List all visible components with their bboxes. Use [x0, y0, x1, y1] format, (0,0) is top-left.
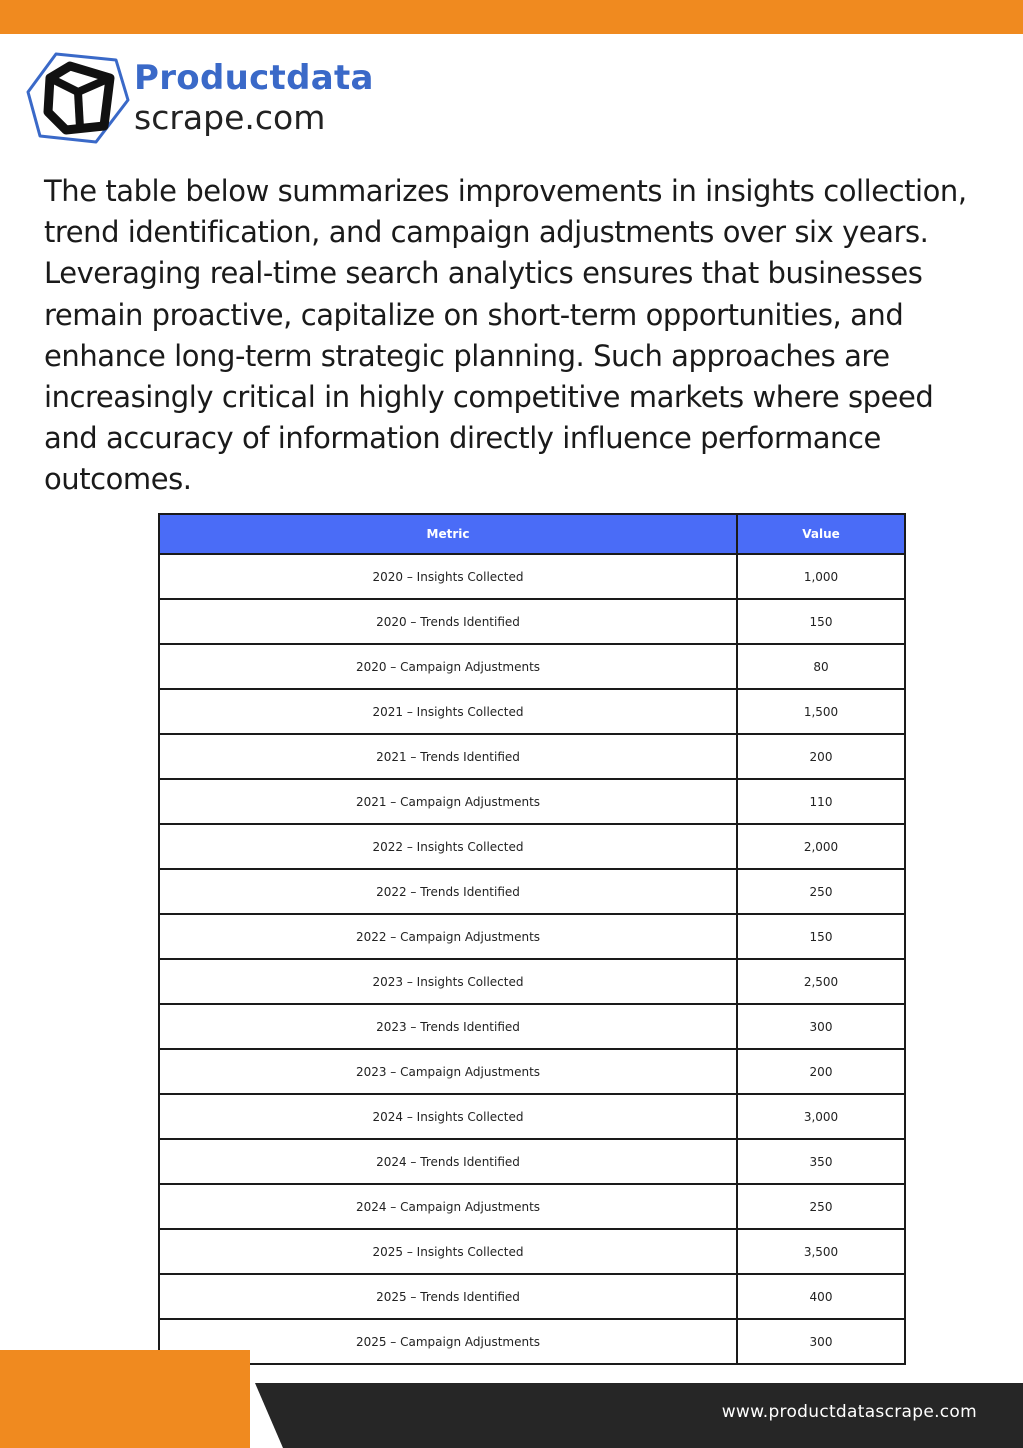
- column-header-value: Value: [737, 514, 905, 554]
- table-row: [159, 1274, 905, 1319]
- metric-cell: 2024 – Insights Collected: [159, 1094, 737, 1139]
- table-row: [159, 869, 905, 914]
- brand-name-line1: Productdata: [134, 58, 374, 98]
- metric-cell: 2024 – Trends Identified: [159, 1139, 737, 1184]
- metric-cell: 2023 – Insights Collected: [159, 959, 737, 1004]
- brand-logo[interactable]: [26, 48, 406, 148]
- metric-cell: 2022 – Insights Collected: [159, 824, 737, 869]
- metric-cell: 2021 – Campaign Adjustments: [159, 779, 737, 824]
- table-row: [159, 1319, 905, 1364]
- table-row: [159, 1049, 905, 1094]
- metric-cell: 2021 – Insights Collected: [159, 689, 737, 734]
- value-cell: 2,500: [737, 959, 905, 1004]
- value-cell: 300: [737, 1319, 905, 1364]
- value-cell: 250: [737, 869, 905, 914]
- value-cell: 400: [737, 1274, 905, 1319]
- metric-cell: 2024 – Campaign Adjustments: [159, 1184, 737, 1229]
- column-header-metric: Metric: [159, 514, 737, 554]
- footer-orange-accent: [0, 1350, 250, 1448]
- table-row: [159, 824, 905, 869]
- metric-cell: 2025 – Campaign Adjustments: [159, 1319, 737, 1364]
- table-row: [159, 599, 905, 644]
- metric-cell: 2022 – Trends Identified: [159, 869, 737, 914]
- table-row: [159, 1094, 905, 1139]
- value-cell: 350: [737, 1139, 905, 1184]
- value-cell: 1,000: [737, 554, 905, 599]
- value-cell: 150: [737, 914, 905, 959]
- metrics-table: [158, 513, 906, 1365]
- value-cell: 80: [737, 644, 905, 689]
- value-cell: 3,500: [737, 1229, 905, 1274]
- value-cell: 200: [737, 734, 905, 779]
- table-row: [159, 779, 905, 824]
- metric-cell: 2025 – Trends Identified: [159, 1274, 737, 1319]
- table-row: [159, 554, 905, 599]
- metric-cell: 2023 – Trends Identified: [159, 1004, 737, 1049]
- metric-cell: 2020 – Trends Identified: [159, 599, 737, 644]
- brand-name-line2: scrape.com: [134, 98, 326, 137]
- footer-website-link[interactable]: www.productdatascrape.com: [721, 1402, 977, 1422]
- table-row: [159, 1229, 905, 1274]
- table-row: [159, 1139, 905, 1184]
- table-row: [159, 959, 905, 1004]
- metric-cell: 2021 – Trends Identified: [159, 734, 737, 779]
- top-accent-bar: [0, 0, 1023, 34]
- intro-paragraph: The table below summarizes improvements in insights collection, trend identification, and campaign adjustments over six years. Leveraging real-time search analytics ensures that businesses remain proactive, capitalize on short-term opportunities, and enhance long-term strategic planning. Such approaches are increasingly critical in highly competitive markets where speed and accuracy of information directly influence performance outcomes.: [44, 174, 967, 497]
- table-row: [159, 689, 905, 734]
- table-row: [159, 1004, 905, 1049]
- value-cell: 2,000: [737, 824, 905, 869]
- value-cell: 300: [737, 1004, 905, 1049]
- value-cell: 110: [737, 779, 905, 824]
- value-cell: 250: [737, 1184, 905, 1229]
- metric-cell: 2020 – Insights Collected: [159, 554, 737, 599]
- metric-cell: 2023 – Campaign Adjustments: [159, 1049, 737, 1094]
- value-cell: 200: [737, 1049, 905, 1094]
- table-row: [159, 1184, 905, 1229]
- metric-cell: 2025 – Insights Collected: [159, 1229, 737, 1274]
- value-cell: 1,500: [737, 689, 905, 734]
- value-cell: 150: [737, 599, 905, 644]
- metric-cell: 2022 – Campaign Adjustments: [159, 914, 737, 959]
- cube-icon: [26, 48, 130, 148]
- table-row: [159, 734, 905, 779]
- table-row: [159, 914, 905, 959]
- value-cell: 3,000: [737, 1094, 905, 1139]
- table-header-row: [159, 514, 905, 554]
- table-row: [159, 644, 905, 689]
- metric-cell: 2020 – Campaign Adjustments: [159, 644, 737, 689]
